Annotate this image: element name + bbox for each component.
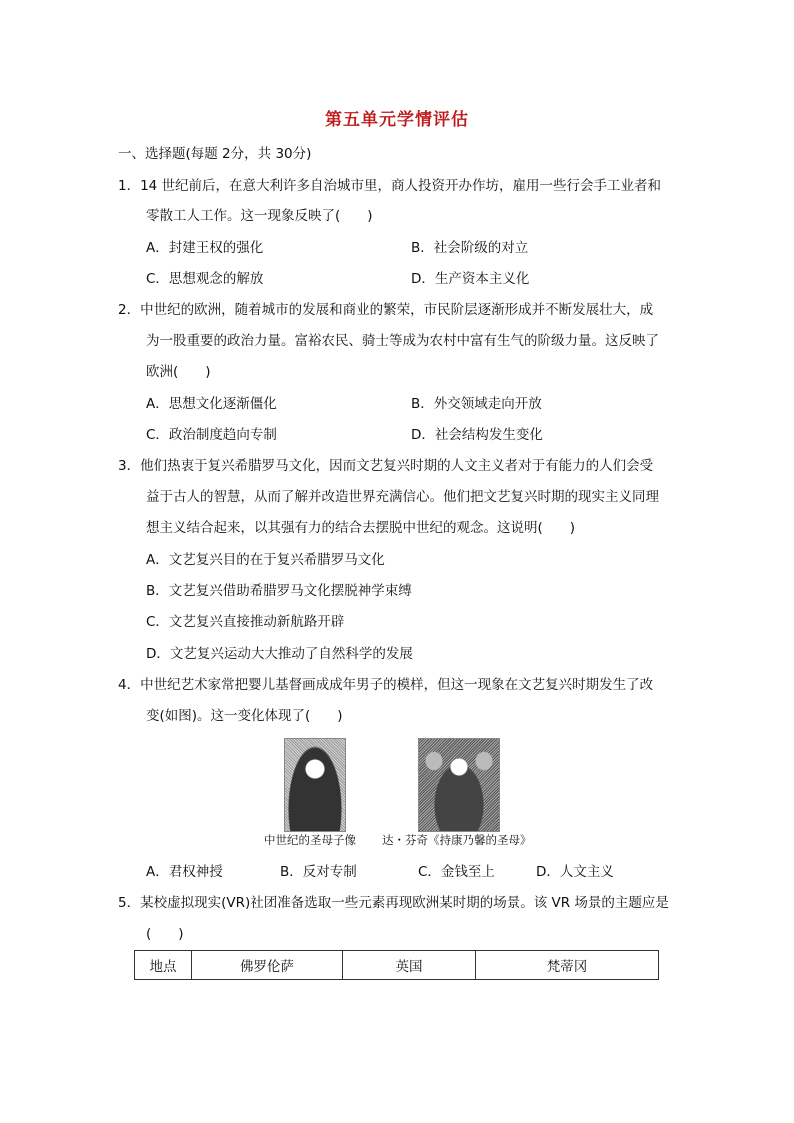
q3-option-d: D．文艺复兴运动大大推动了自然科学的发展 [146,646,413,662]
q4-option-d: D．人文主义 [536,864,614,880]
q4-option-c: C．金钱至上 [418,864,495,880]
page-title: 第五单元学情评估 [325,110,469,130]
table-row [135,951,659,980]
q2-option-c: C．政治制度趋向专制 [146,427,277,443]
q2-option-a: A．思想文化逐渐僵化 [146,396,277,412]
q4-stem-line2: 变(如图)。这一变化体现了( ) [146,708,343,724]
caption-medieval-madonna: 中世纪的圣母子像 [264,833,356,847]
q3-stem-line2: 益于古人的智慧，从而了解并改造世界充满信心。他们把文艺复兴时期的现实主义同理 [146,489,659,505]
q2-stem-line1: 2．中世纪的欧洲，随着城市的发展和商业的繁荣，市民阶层逐渐形成并不断发展壮大，成 [118,302,654,318]
medieval-madonna-image [284,738,346,832]
q4-stem-line1: 4．中世纪艺术家常把婴儿基督画成成年男子的模样，但这一现象在文艺复兴时期发生了改 [118,677,654,693]
table-cell: 梵蒂冈 [476,951,659,980]
q1-option-a: A．封建王权的强化 [146,240,264,256]
q2-stem-line3: 欧洲( ) [146,364,211,380]
q1-option-b: B．社会阶级的对立 [411,240,529,256]
q3-stem-line3: 想主义结合起来，以其强有力的结合去摆脱中世纪的观念。这说明( ) [146,520,576,536]
table-cell: 英国 [343,951,476,980]
q2-option-b: B．外交领域走向开放 [411,396,542,412]
q3-option-a: A．文艺复兴目的在于复兴希腊罗马文化 [146,552,385,568]
q1-option-c: C．思想观念的解放 [146,271,264,287]
q1-stem-line1: 1．14 世纪前后，在意大利许多自治城市里，商人投资开办作坊，雇用一些行会手工业者和 [118,178,662,194]
section-heading: 一、选择题(每题 2分，共 30分) [118,146,312,162]
q1-option-d: D．生产资本主义化 [411,271,530,287]
madonna-carnation-image [418,738,500,832]
q5-stem-line1: 5．某校虚拟现实(VR)社团准备选取一些元素再现欧洲某时期的场景。该 VR 场景的主题应是 [118,895,669,911]
q1-stem-line2: 零散工人工作。这一现象反映了( ) [146,208,373,224]
caption-davinci-madonna: 达・芬奇《持康乃馨的圣母》 [382,833,532,847]
q3-option-b: B．文艺复兴借助希腊罗马文化摆脱神学束缚 [146,583,412,599]
q4-option-b: B．反对专制 [280,864,357,880]
table-cell: 佛罗伦萨 [192,951,343,980]
q3-stem-line1: 3．他们热衷于复兴希腊罗马文化，因而文艺复兴时期的人文主义者对于有能力的人们会受 [118,458,654,474]
q2-stem-line2: 为一股重要的政治力量。富裕农民、骑士等成为农村中富有生气的阶级力量。这反映了 [146,333,659,349]
location-table [134,950,659,980]
q4-option-a: A．君权神授 [146,864,223,880]
q5-stem-line2: ( ) [146,926,184,942]
q2-option-d: D．社会结构发生变化 [411,427,543,443]
q3-option-c: C．文艺复兴直接推动新航路开辟 [146,614,345,630]
table-cell-header: 地点 [135,951,192,980]
